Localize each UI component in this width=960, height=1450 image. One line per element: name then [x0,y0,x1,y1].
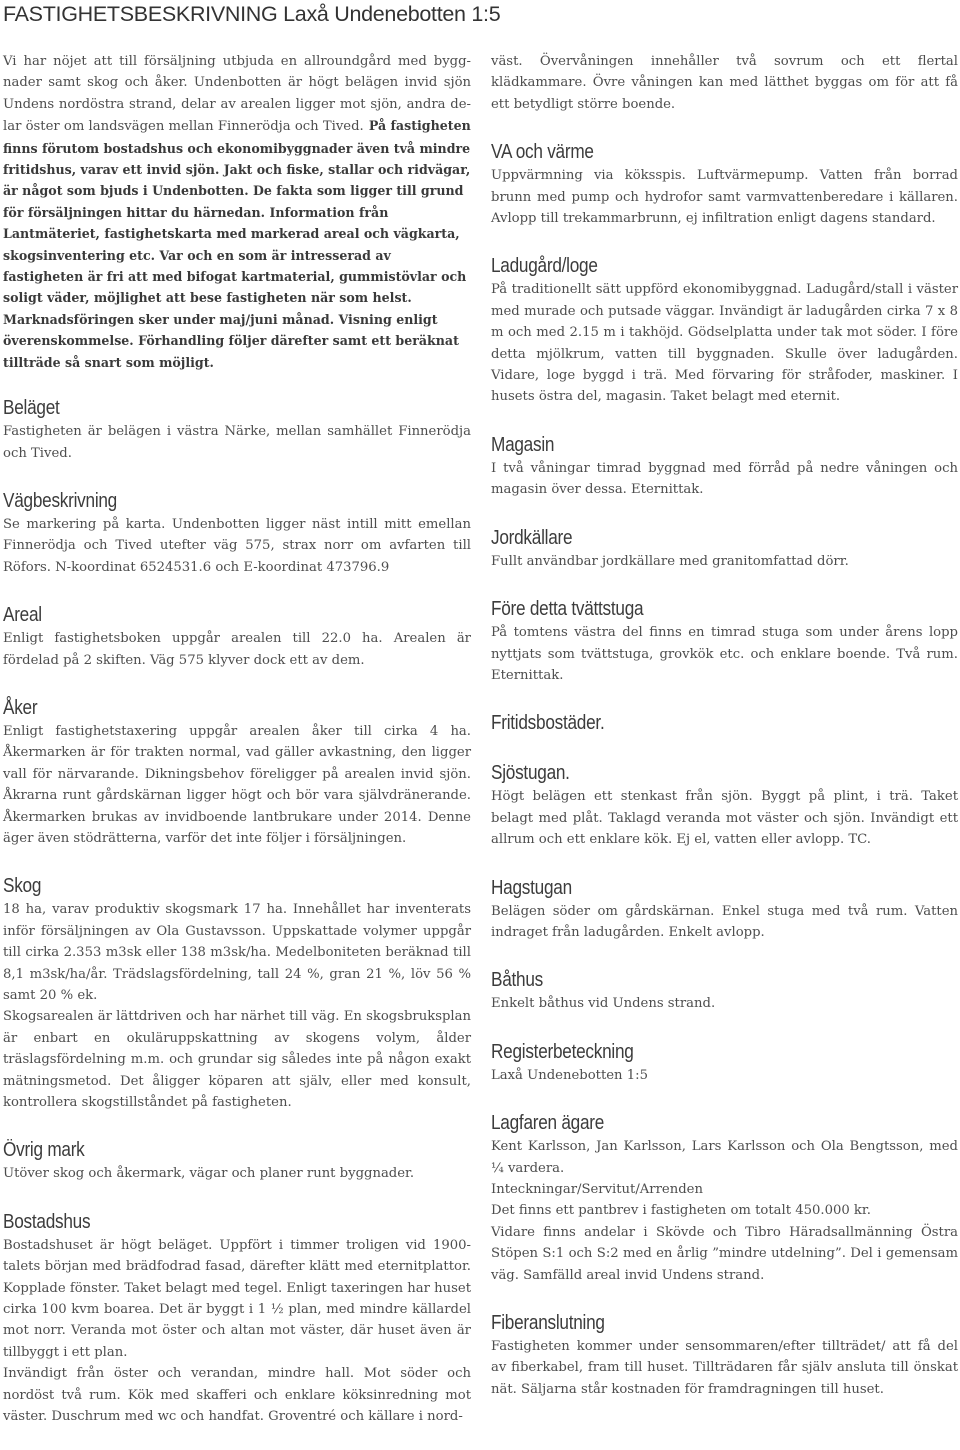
section-paragraph: Uppvärmning via köksspis. Luftvärmepump. Vatten från borrad brunn med pump och hydrofor samt varmvattenberedare i källaren. Avlopp till trekammarbrunn, ej infiltration enligt dagens standard. [491,168,958,227]
section-heading: Övrig mark [3,1139,85,1162]
section-heading: Bostadshus [3,1210,91,1233]
section-sjostugan [491,760,958,850]
section-heading: Före detta tvättstuga [491,598,644,621]
section-heading: Ladugård/loge [491,255,598,278]
section-paragraph: Enligt fastighetstaxering uppgår arealen åker till cirka 4 ha. Åkermarken är för trakten normal, vad gäller avkastning, den ligger vall för närvarande. Dikningsbehov föreligger på arealen invid sjön. Åkrarna runt gårdskärnan ligger högt och bör vara självdränerande. Åkermarken brukas av invidboende lantbrukare under 2014. Denne äger även stödrätterna, varför det inte följer i försäljningen. [3,723,471,846]
section-paragraph: I två våningar timrad byggnad med förråd på nedre våningen och magasin över dessa. Eternittak. [491,460,958,498]
intro-line: Vi har nöjet att till försäljning utbjuda en allroundgård med bygg- [3,54,471,69]
section-heading: Jordkällare [491,526,573,549]
section-paragraph: På traditionellt sätt uppförd ekonomibyggnad. Ladugård/stall i väster med murade och putsade väggar. Invändigt är ladugården cirka 7 x 8 m och med 2.15 m i takhöjd. Gödselplatta under tak mot söder. I före detta mjölkrum, vatten till byggnaden. Skulle över ladugården. Vidare, loge byggd i trä. Med förvaring för stråfoder, maskiner. I husets östra del, magasin. Taket belagt med eternit. [491,282,958,405]
section-ovrig-mark [3,1137,471,1184]
section-lagfaren-agare [491,1110,958,1286]
left-column [3,51,471,1428]
section-heading: Beläget [3,397,60,420]
section-vagbeskrivning [3,488,471,578]
section-heading: Areal [3,604,42,627]
section-paragraph: 18 ha, varav produktiv skogsmark 17 ha. Innehållet har inventerats inför försäljningen av Ola Gustavsson. Uppskattade volymer uppgår till cirka 2.353 m3sk eller 138 m3sk/ha. Medelboniteten beräknad till 8,1 m3sk/ha/år. Trädslagsfördelning, tall 24 %, gran 21 %, löv 56 % samt 20 % ek. [3,902,471,1003]
section-paragraph: Inteckningar/Servitut/Arrenden [491,1181,703,1197]
section-heading: Sjöstugan. [491,762,570,785]
section-heading: Registerbeteckning [491,1040,634,1063]
section-skog [3,873,471,1113]
section-heading: Vägbeskrivning [3,489,118,512]
right-sections [491,139,958,1400]
section-heading: Åker [3,696,38,719]
section-jordkallare [491,525,958,572]
section-paragraph: Utöver skog och åkermark, vägar och planer runt byggnader. [3,1166,415,1182]
section-areal [3,602,471,671]
section-paragraph: Vidare finns andelar i Skövde och Tibro Häradsallmänning Östra Stöpen S:1 och S:2 med en årlig ”mindre utdelning”. Del i gemensam väg. Samfälld areal invid Undens strand. [491,1224,958,1283]
intro-line: Undens nordöstra strand, delar av arealen ligger mot sjön, andra de- [3,96,471,112]
section-heading: Lagfaren ägare [491,1112,605,1135]
section-paragraph: Belägen söder om gårdskärnan. Enkel stuga med två rum. Vatten indraget från ladugården. Enkelt avlopp. [491,903,958,940]
section-belaget [3,395,471,464]
section-registerbeteckning [491,1039,958,1086]
intro-line: nader samt skog och åker. Undenbotten är högt belägen invid sjön [3,75,471,91]
intro-bold-paragraph: På fastigheten finns förutom bostadshus och ekonomibyggnader även två mindre fritidshus, varav ett invid sjön. Jakt och fiske, stallar och ridvägar, är något som bjuds i Undenbotten. De fakta som ligger till grund för försäljningen hittar du härnedan. Information från Lantmäteriet, fastighetskarta med markerad areal och vägkarta, skogsinventering etc. Var och en som är intresserad av fastigheten är fri att med bifogat kartmaterial, gummistövlar och soligt väder, möjlighet att bese fastigheten när som helst. Marknadsföringen sker under maj/juni månad. Visning enligt överenskommelse. Förhandling följer därefter samt ett beräknat tillträde så snart som möjligt. [3,118,471,370]
section-heading: Båthus [491,969,544,992]
section-heading: Hagstugan [491,876,572,899]
section-heading: Skog [3,875,42,898]
section-paragraph: Bostadshuset är högt beläget. Uppfört i timmer troligen vid 1900-talets början med brädfodrad fasad, därefter klätt med eternitplattor. Kopplade fönster. Taket belagt med tegel. Enligt taxeringen har huset cirka 100 kvm boarea. Det är byggt i 1 ½ plan, med mindre källardel mot norr. Veranda mot öster och altan mot väster, där huset även är tillbyggt i ett plan. [3,1237,471,1360]
section-paragraph: Laxå Undenebotten 1:5 [491,1067,648,1083]
right-column [491,51,958,1400]
section-paragraph: Det finns ett pantbrev i fastigheten om totalt 450.000 kr. [491,1203,871,1219]
section-fiberanslutning [491,1310,958,1400]
section-paragraph: Se markering på karta. Undenbotten ligger näst intill mitt emellan Finnerödja och Tived utefter väg 575, strax norr om avfarten till Röfors. N-koordinat 6524531.6 och E-koordinat 473796.9 [3,516,471,575]
section-heading: Fritidsbostäder. [491,712,605,735]
section-heading: Magasin [491,433,555,456]
section-paragraph: Invändigt från öster och verandan, mindre hall. Mot söder och nordöst två rum. Kök med skafferi och enklare köksinredning mot väster. Duschrum med wc och handfat. Groventré och källare i nord- [3,1366,471,1425]
section-paragraph: På tomtens västra del finns en timrad stuga som under årens lopp nyttjats som tvättstuga, grovkök etc. och enklare boende. Två rum. Eternittak. [491,625,958,683]
section-paragraph: Högt belägen ett stenkast från sjön. Byggt på plint, i trä. Taket belagt med plåt. Taklagd veranda mot väster och sjön. Invändigt ett allrum och ett enklare kök. Ej el, vatten eller avlopp. TC. [491,789,958,848]
intro-section [3,51,471,373]
document-title: FASTIGHETSBESKRIVNING Laxå Undenebotten 1:5 [3,2,501,26]
continued-paragraph: väst. Övervåningen innehåller två sovrum och ett flertal klädkammare. Övre våningen kan med lätthet byggas om för att få ett betydligt större boende. [491,54,958,112]
section-paragraph: Enligt fastighetsboken uppgår arealen till 22.0 ha. Arealen är fördelad på 2 skiften. Väg 575 klyver dock ett av dem. [3,631,471,668]
section-aker [3,695,471,849]
section-heading: VA och värme [491,141,594,164]
left-sections [3,395,471,1427]
section-fore-detta-tvattstuga [491,596,958,686]
section-paragraph: Fastigheten kommer under sensommaren/efter tillträdet/ att få del av fiberkabel, fram till huset. Tillträdaren får själv ansluta till önskat nät. Säljarna står kostnaden för framdragningen till huset. [491,1339,958,1397]
section-fritidsbostader [491,710,958,736]
section-hagstugan [491,875,958,944]
section-paragraph: Fastigheten är belägen i västra Närke, mellan samhället Finnerödja och Tived. [3,424,471,461]
section-magasin [491,432,958,501]
section-ladugard-loge [491,253,958,407]
section-bostadshus [3,1209,471,1428]
intro-line: lar öster om landsvägen mellan Finnerödja och Tived. [3,119,364,135]
section-bathus [491,967,958,1014]
section-heading: Fiberanslutning [491,1312,605,1334]
section-paragraph: Enkelt båthus vid Undens strand. [491,996,716,1012]
section-paragraph: Fullt användbar jordkällare med granitomfattad dörr. [491,553,849,569]
section-va-och-varme [491,139,958,229]
section-paragraph: Kent Karlsson, Jan Karlsson, Lars Karlsson och Ola Bengtsson, med ¼ vardera. [491,1139,958,1176]
section-paragraph: Skogsarealen är lättdriven och har närhet till väg. En skogsbruksplan är enbart en okuläruppskattning av skogens volym, ålder träslagsfördelning m.m. och grundar sig således inte på någon exakt mätningsmetod. Det åligger köparen att själv, eller med konsult, kontrollera skogstillståndet på fastigheten. [3,1009,471,1111]
